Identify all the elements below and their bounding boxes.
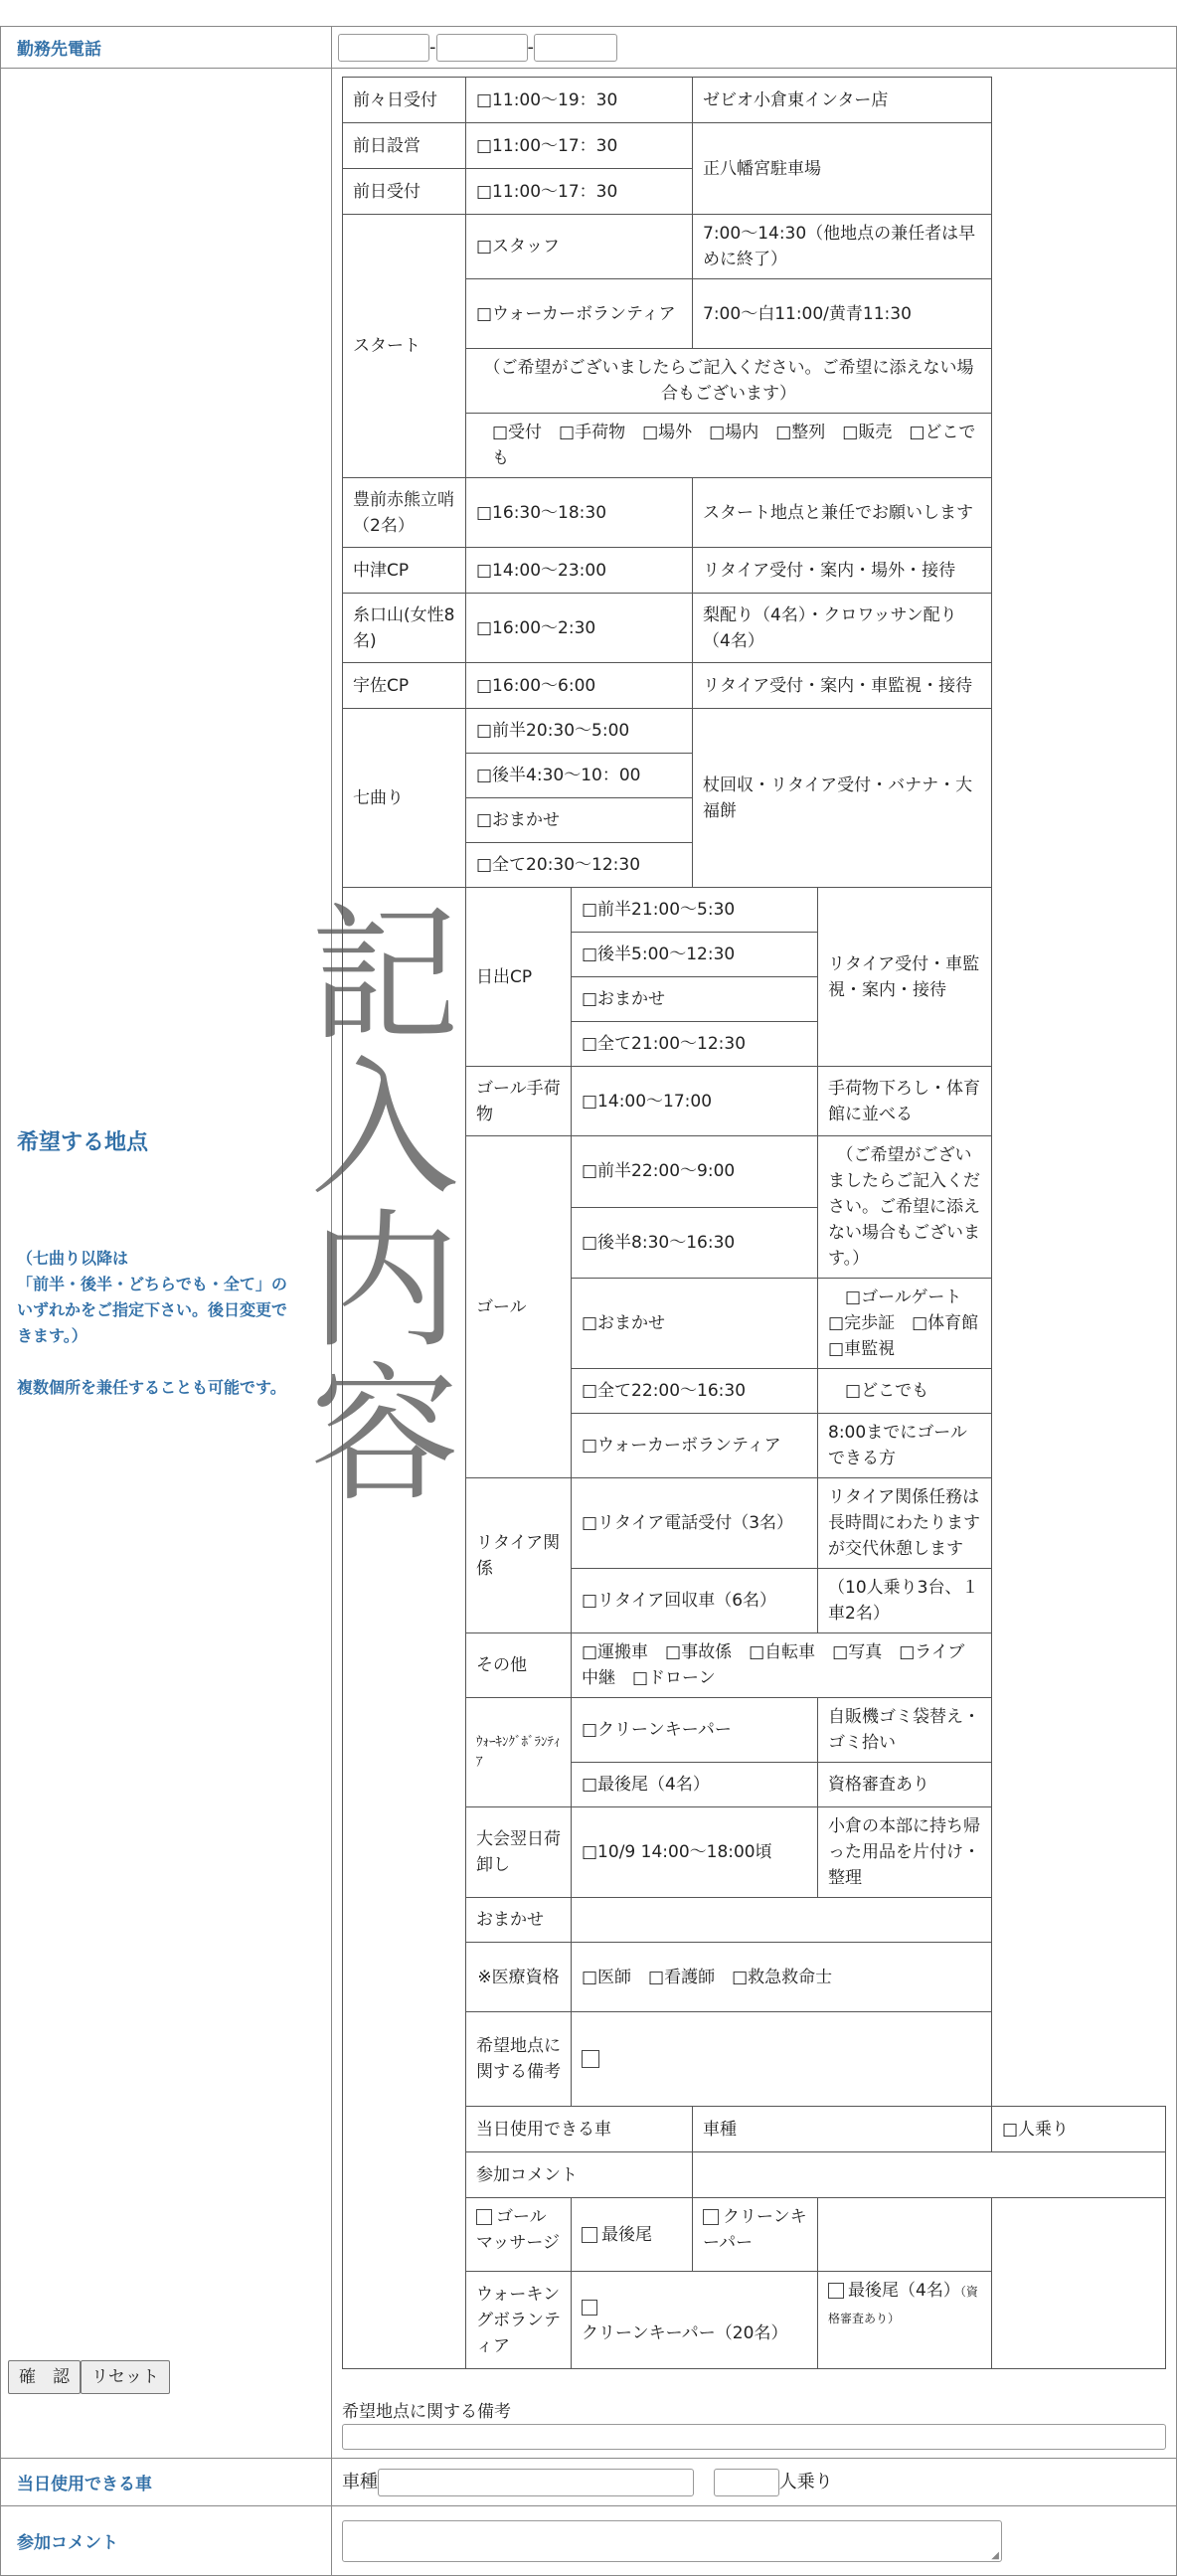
stamp-text: 記 入 内 容: [310, 890, 460, 1522]
row-name: その他: [466, 1633, 572, 1698]
office-phone-fields: [332, 27, 1177, 69]
time-checkbox[interactable]: □おまかせ: [572, 1279, 818, 1369]
phone-field-1[interactable]: [338, 34, 429, 62]
massage-option[interactable]: ゴールマッサージ: [466, 2198, 572, 2272]
spacer-cell: [343, 888, 466, 2369]
row-name: 中津CP: [343, 548, 466, 594]
remark-label: 希望地点に関する備考: [342, 2402, 511, 2422]
row-desc: 7:00〜14:30（他地点の兼任者は早めに終了）: [693, 215, 992, 279]
row-desc: 資格審査あり: [818, 1763, 992, 1807]
time-checkbox[interactable]: □14:00〜23:00: [466, 548, 693, 594]
row-desc: リタイア受付・案内・場外・接待: [693, 548, 992, 594]
time-checkbox[interactable]: □おまかせ: [572, 977, 818, 1022]
reset-button[interactable]: リセット: [81, 2360, 170, 2394]
time-checkbox[interactable]: □16:00〜6:00: [466, 663, 693, 709]
remark-checkbox-cell: [572, 2012, 992, 2107]
row-desc: 7:00〜白11:00/黄青11:30: [693, 279, 992, 349]
omakase-value: [572, 1898, 992, 1943]
goal-anywhere-checkbox[interactable]: □どこでも: [818, 1369, 992, 1414]
time-checkbox[interactable]: □11:00〜17：30: [466, 169, 693, 215]
row-name: 前日受付: [343, 169, 466, 215]
walker-checkbox[interactable]: □ウォーカーボランティア: [466, 279, 693, 349]
remark-input[interactable]: [342, 2424, 1166, 2450]
row-name: ｳｫｰｷﾝｸﾞﾎﾞﾗﾝﾃｨｱ: [466, 1698, 572, 1807]
last-option[interactable]: 最後尾: [572, 2198, 693, 2272]
riders-checkbox[interactable]: □人乗り: [992, 2107, 1166, 2152]
car-fields: [332, 2459, 1177, 2506]
time-checkbox[interactable]: □11:00〜19：30: [466, 78, 693, 123]
confirm-button[interactable]: 確 認: [8, 2360, 81, 2394]
row-name: 前々日受付: [343, 78, 466, 123]
row-desc: スタート地点と兼任でお願いします: [693, 478, 992, 548]
staff-checkbox[interactable]: □スタッフ: [466, 215, 693, 279]
retire-phone-checkbox[interactable]: □リタイア電話受付（3名）: [572, 1478, 818, 1569]
row-name: ゴール: [466, 1136, 572, 1478]
row-desc: 杖回収・リタイア受付・バナナ・大福餅: [693, 709, 992, 888]
row-name: ※医療資格: [466, 1943, 572, 2012]
row-desc: 梨配り（4名）・クロワッサン配り（4名）: [693, 594, 992, 663]
time-checkbox[interactable]: □後半4:30〜10：00: [466, 754, 693, 798]
time-checkbox[interactable]: □16:00〜2:30: [466, 594, 693, 663]
empty-cell: [818, 2198, 992, 2272]
phone-separator-2: -: [527, 36, 534, 58]
riders-label: 人乗り: [778, 2472, 833, 2492]
office-phone-label: 勤務先電話: [1, 27, 332, 69]
row-name: ゴール手荷物: [466, 1067, 572, 1136]
start-options[interactable]: □受付 □手荷物 □場外 □場内 □整列 □販売 □どこでも: [466, 414, 992, 478]
place-title: 希望する地点: [17, 1130, 149, 1155]
row-name: リタイア関係: [466, 1478, 572, 1633]
row-desc: 正八幡宮駐車場: [693, 123, 992, 215]
place-table: [342, 77, 1166, 2369]
start-wish-note: （ご希望がございましたらご記入ください。ご希望に添えない場合もございます）: [466, 349, 992, 414]
time-checkbox[interactable]: □おまかせ: [466, 798, 693, 843]
time-checkbox[interactable]: □前半20:30〜5:00: [466, 709, 693, 754]
time-checkbox[interactable]: □後半5:00〜12:30: [572, 933, 818, 977]
comment-textarea[interactable]: ◢: [342, 2520, 1002, 2562]
last-runner-checkbox[interactable]: □最後尾（4名）: [572, 1763, 818, 1807]
goal-options[interactable]: □ゴールゲート □完歩証 □体育館 □車監視: [818, 1279, 992, 1369]
row-desc: ゼビオ小倉東インター店: [693, 78, 992, 123]
time-checkbox[interactable]: □全て20:30〜12:30: [466, 843, 693, 888]
time-checkbox[interactable]: □前半22:00〜9:00: [572, 1136, 818, 1208]
time-checkbox[interactable]: □14:00〜17:00: [572, 1067, 818, 1136]
remark-checkbox[interactable]: [582, 2050, 599, 2068]
last2-option[interactable]: 最後尾（4名）（資格審査あり）: [818, 2272, 992, 2369]
car-label: 当日使用できる車: [1, 2459, 332, 2506]
other-options[interactable]: □運搬車 □事故係 □自転車 □写真 □ライブ中継 □ドローン: [572, 1633, 992, 1698]
clean-option[interactable]: クリーンキーパー: [693, 2198, 818, 2272]
time-checkbox[interactable]: □前半21:00〜5:30: [572, 888, 818, 933]
row-name: 糸口山(女性8名): [343, 594, 466, 663]
time-checkbox[interactable]: □全て22:00〜16:30: [572, 1369, 818, 1414]
row-desc: リタイア受付・車監視・案内・接待: [818, 888, 992, 1067]
row-desc: リタイア関係任務は長時間にわたりますが交代休憩します: [818, 1478, 992, 1569]
row-name: 前日設営: [343, 123, 466, 169]
row-name: 大会翌日荷卸し: [466, 1807, 572, 1898]
retire-car-checkbox[interactable]: □リタイア回収車（6名）: [572, 1569, 818, 1633]
row-desc: リタイア受付・案内・車監視・接待: [693, 663, 992, 709]
row-name: 豊前赤熊立哨（2名）: [343, 478, 466, 548]
time-checkbox[interactable]: □全て21:00〜12:30: [572, 1022, 818, 1067]
phone-field-3[interactable]: [534, 34, 617, 62]
clean-keeper-checkbox[interactable]: □クリーンキーパー: [572, 1698, 818, 1763]
goal-wish-note: （ご希望がございましたらご記入ください。ご希望に添えない場合もございます。）: [818, 1136, 992, 1279]
car-type-input[interactable]: [378, 2469, 694, 2496]
place-label-cell: [1, 69, 332, 2459]
comment-field-cell: [332, 2506, 1177, 2576]
row-name: 当日使用できる車: [466, 2107, 693, 2152]
walking-label: ウォーキングボランティア: [466, 2272, 572, 2369]
form-buttons: [8, 2360, 170, 2394]
place-note: （七曲り以降は 「前半・後半・どちらでも・全て」の いずれかをご指定下さい。後日変更で きます。） 複数個所を兼任することも可能です。: [17, 1249, 288, 1397]
row-name: 希望地点に関する備考: [466, 2012, 572, 2107]
row-name: おまかせ: [466, 1898, 572, 1943]
row-desc: 手荷物下ろし・体育館に並べる: [818, 1067, 992, 1136]
car-type-label: 車種: [342, 2472, 378, 2492]
row-name: 宇佐CP: [343, 663, 466, 709]
time-checkbox[interactable]: □10/9 14:00〜18:00頃: [572, 1807, 818, 1898]
car-type-label: 車種: [693, 2107, 992, 2152]
phone-field-2[interactable]: [436, 34, 528, 62]
time-checkbox[interactable]: □後半8:30〜16:30: [572, 1207, 818, 1279]
comment-value: [693, 2152, 1166, 2198]
walker-checkbox[interactable]: □ウォーカーボランティア: [572, 1414, 818, 1478]
place-detail-cell: [332, 69, 1177, 2459]
row-desc: 自販機ゴミ袋替え・ゴミ拾い: [818, 1698, 992, 1763]
phone-separator-1: -: [429, 36, 436, 58]
row-desc: （10人乗り3台、１車2名）: [818, 1569, 992, 1633]
comment-label: 参加コメント: [1, 2506, 332, 2576]
row-desc: 小倉の本部に持ち帰った用品を片付け・整理: [818, 1807, 992, 1898]
time-checkbox[interactable]: □11:00〜17：30: [466, 123, 693, 169]
row-name: 七曲り: [343, 709, 466, 888]
row-name: スタート: [343, 215, 466, 478]
row-name: 参加コメント: [466, 2152, 693, 2198]
riders-input[interactable]: [714, 2469, 779, 2496]
row-desc: 8:00までにゴールできる方: [818, 1414, 992, 1478]
time-checkbox[interactable]: □16:30〜18:30: [466, 478, 693, 548]
medical-options[interactable]: □医師 □看護師 □救急救命士: [572, 1943, 992, 2012]
row-name: 日出CP: [466, 888, 572, 1067]
empty-cell: [992, 2198, 1166, 2369]
clean2-option[interactable]: クリーンキーパー（20名）: [572, 2272, 818, 2369]
